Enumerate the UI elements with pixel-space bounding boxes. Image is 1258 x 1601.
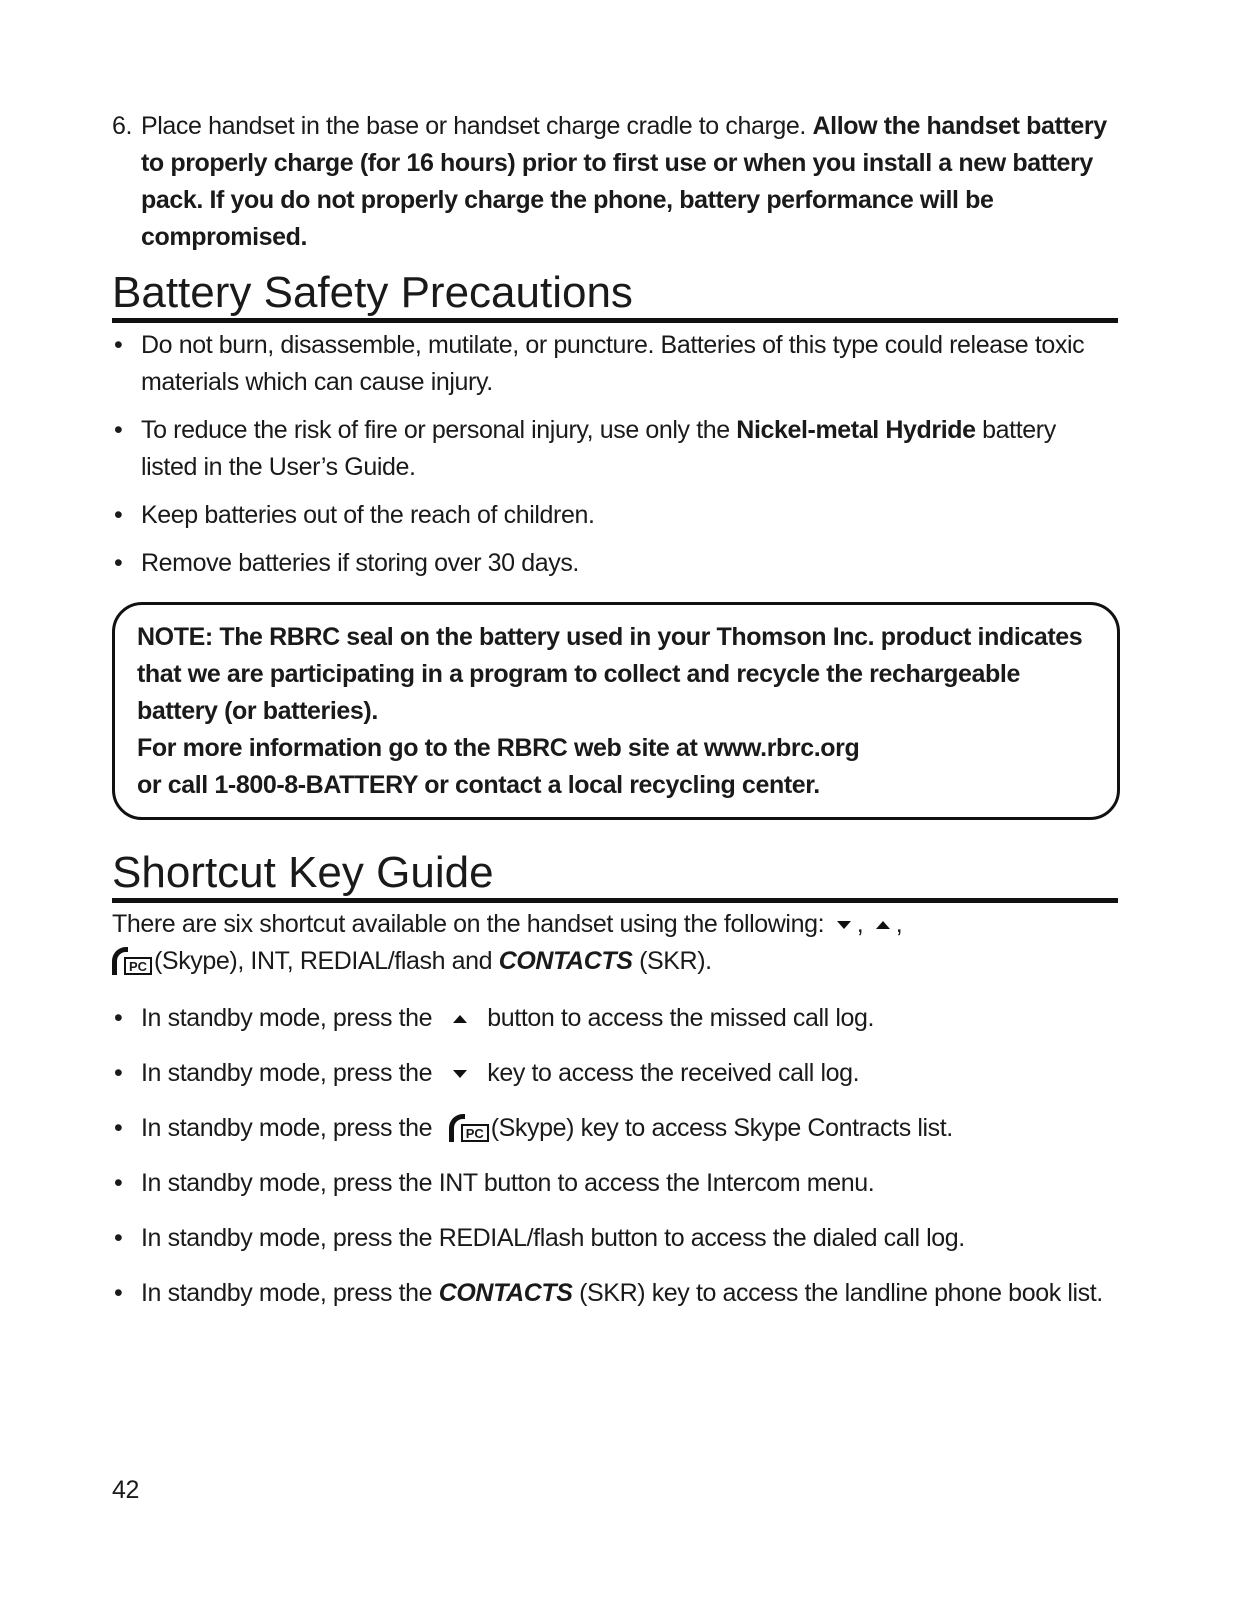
step-text: Place handset in the base or handset charge cradle to charge. [141, 112, 806, 140]
down-arrow-icon [453, 1070, 467, 1078]
step-warning: Allow the handset battery to properly charge (for 16 hours) prior to first use or when you install a new battery pack. If you do not properly charge the phone, battery performance will be compromised. [141, 112, 1107, 251]
item-text: Remove batteries if storing over 30 days. [141, 549, 579, 577]
list-item: • To reduce the risk of fire or personal injury, use only the Nickel-metal Hydride battery listed in the User’s Guide. [114, 416, 1056, 481]
intro-text: There are six shortcut available on the handset using the following: [112, 910, 825, 938]
shortcut-intro [112, 906, 1118, 980]
skype-pc-icon [449, 1114, 491, 1144]
contacts-key: CONTACTS [438, 1279, 573, 1307]
item-text: In standby mode, press the [141, 1279, 433, 1307]
item-text: (Skype) key to access Skype Contracts list. [490, 1114, 953, 1142]
separator: , [856, 910, 864, 938]
item-text: In standby mode, press the [141, 1004, 433, 1032]
item-text: Do not burn, disassemble, mutilate, or puncture. Batteries of this type could release toxic materials which can cause injury. [141, 331, 1085, 396]
separator: , [895, 910, 903, 938]
step-number: 6. [112, 112, 133, 140]
skype-pc-icon [112, 947, 154, 977]
item-text: In standby mode, press the [141, 1114, 433, 1142]
item-text: battery listed in the User’s Guide. [141, 416, 1056, 481]
battery-safety-heading: Battery Safety Precautions [112, 268, 1118, 323]
shortcut-list [112, 1000, 1118, 1323]
item-text: In standby mode, press the INT button to access the Intercom menu. [141, 1169, 875, 1197]
item-text: To reduce the risk of fire or personal injury, use only the [141, 416, 730, 444]
list-item: • Remove batteries if storing over 30 days. [114, 549, 579, 577]
list-item: • In standby mode, press the REDIAL/flash button to access the dialed call log. [114, 1224, 965, 1252]
page-number: 42 [112, 1476, 140, 1504]
item-text: button to access the missed call log. [487, 1004, 875, 1032]
item-bold: Nickel-metal Hydride [736, 416, 976, 444]
item-text: key to access the received call log. [487, 1059, 860, 1087]
up-arrow-icon [453, 1015, 467, 1023]
note-text: NOTE: The RBRC seal on the battery used in your Thomson Inc. product indicates that we are participating in a program to collect and recycle the rechargeable battery (or batteries). [137, 623, 1083, 725]
shortcut-key-heading: Shortcut Key Guide [112, 848, 1118, 903]
list-item: • In standby mode, press the button to access the missed call log. [114, 1004, 875, 1032]
list-item: • Keep batteries out of the reach of children. [114, 501, 595, 529]
list-item: • In standby mode, press the INT button to access the Intercom menu. [114, 1169, 875, 1197]
note-text: For more information go to the RBRC web site at www.rbrc.org [137, 734, 860, 762]
list-item: • In standby mode, press the CONTACTS (SKR) key to access the landline phone book list. [114, 1279, 1103, 1307]
item-text: In standby mode, press the [141, 1059, 433, 1087]
item-text: Keep batteries out of the reach of children. [141, 501, 595, 529]
list-item: • In standby mode, press the key to access the received call log. [114, 1059, 860, 1087]
list-item: • Do not burn, disassemble, mutilate, or puncture. Batteries of this type could release toxic materials which can cause injury. [114, 331, 1085, 396]
rbrc-note-box [112, 602, 1120, 820]
up-arrow-icon [876, 921, 890, 929]
item-text: (SKR) key to access the landline phone book list. [579, 1279, 1103, 1307]
contacts-key: CONTACTS [498, 947, 633, 975]
down-arrow-icon [837, 921, 851, 929]
list-item: • In standby mode, press the PC (Skype) key to access Skype Contracts list. [112, 1110, 1118, 1147]
intro-text: (Skype), INT, REDIAL/flash and [154, 947, 493, 975]
pc-label: PC [124, 957, 152, 975]
note-text: or call 1-800-8-BATTERY or contact a local recycling center. [137, 771, 820, 799]
pc-label: PC [461, 1124, 489, 1142]
intro-text: (SKR). [639, 947, 712, 975]
item-text: In standby mode, press the REDIAL/flash button to access the dialed call log. [141, 1224, 965, 1252]
step-6 [112, 108, 1112, 256]
battery-safety-list [112, 327, 1118, 593]
